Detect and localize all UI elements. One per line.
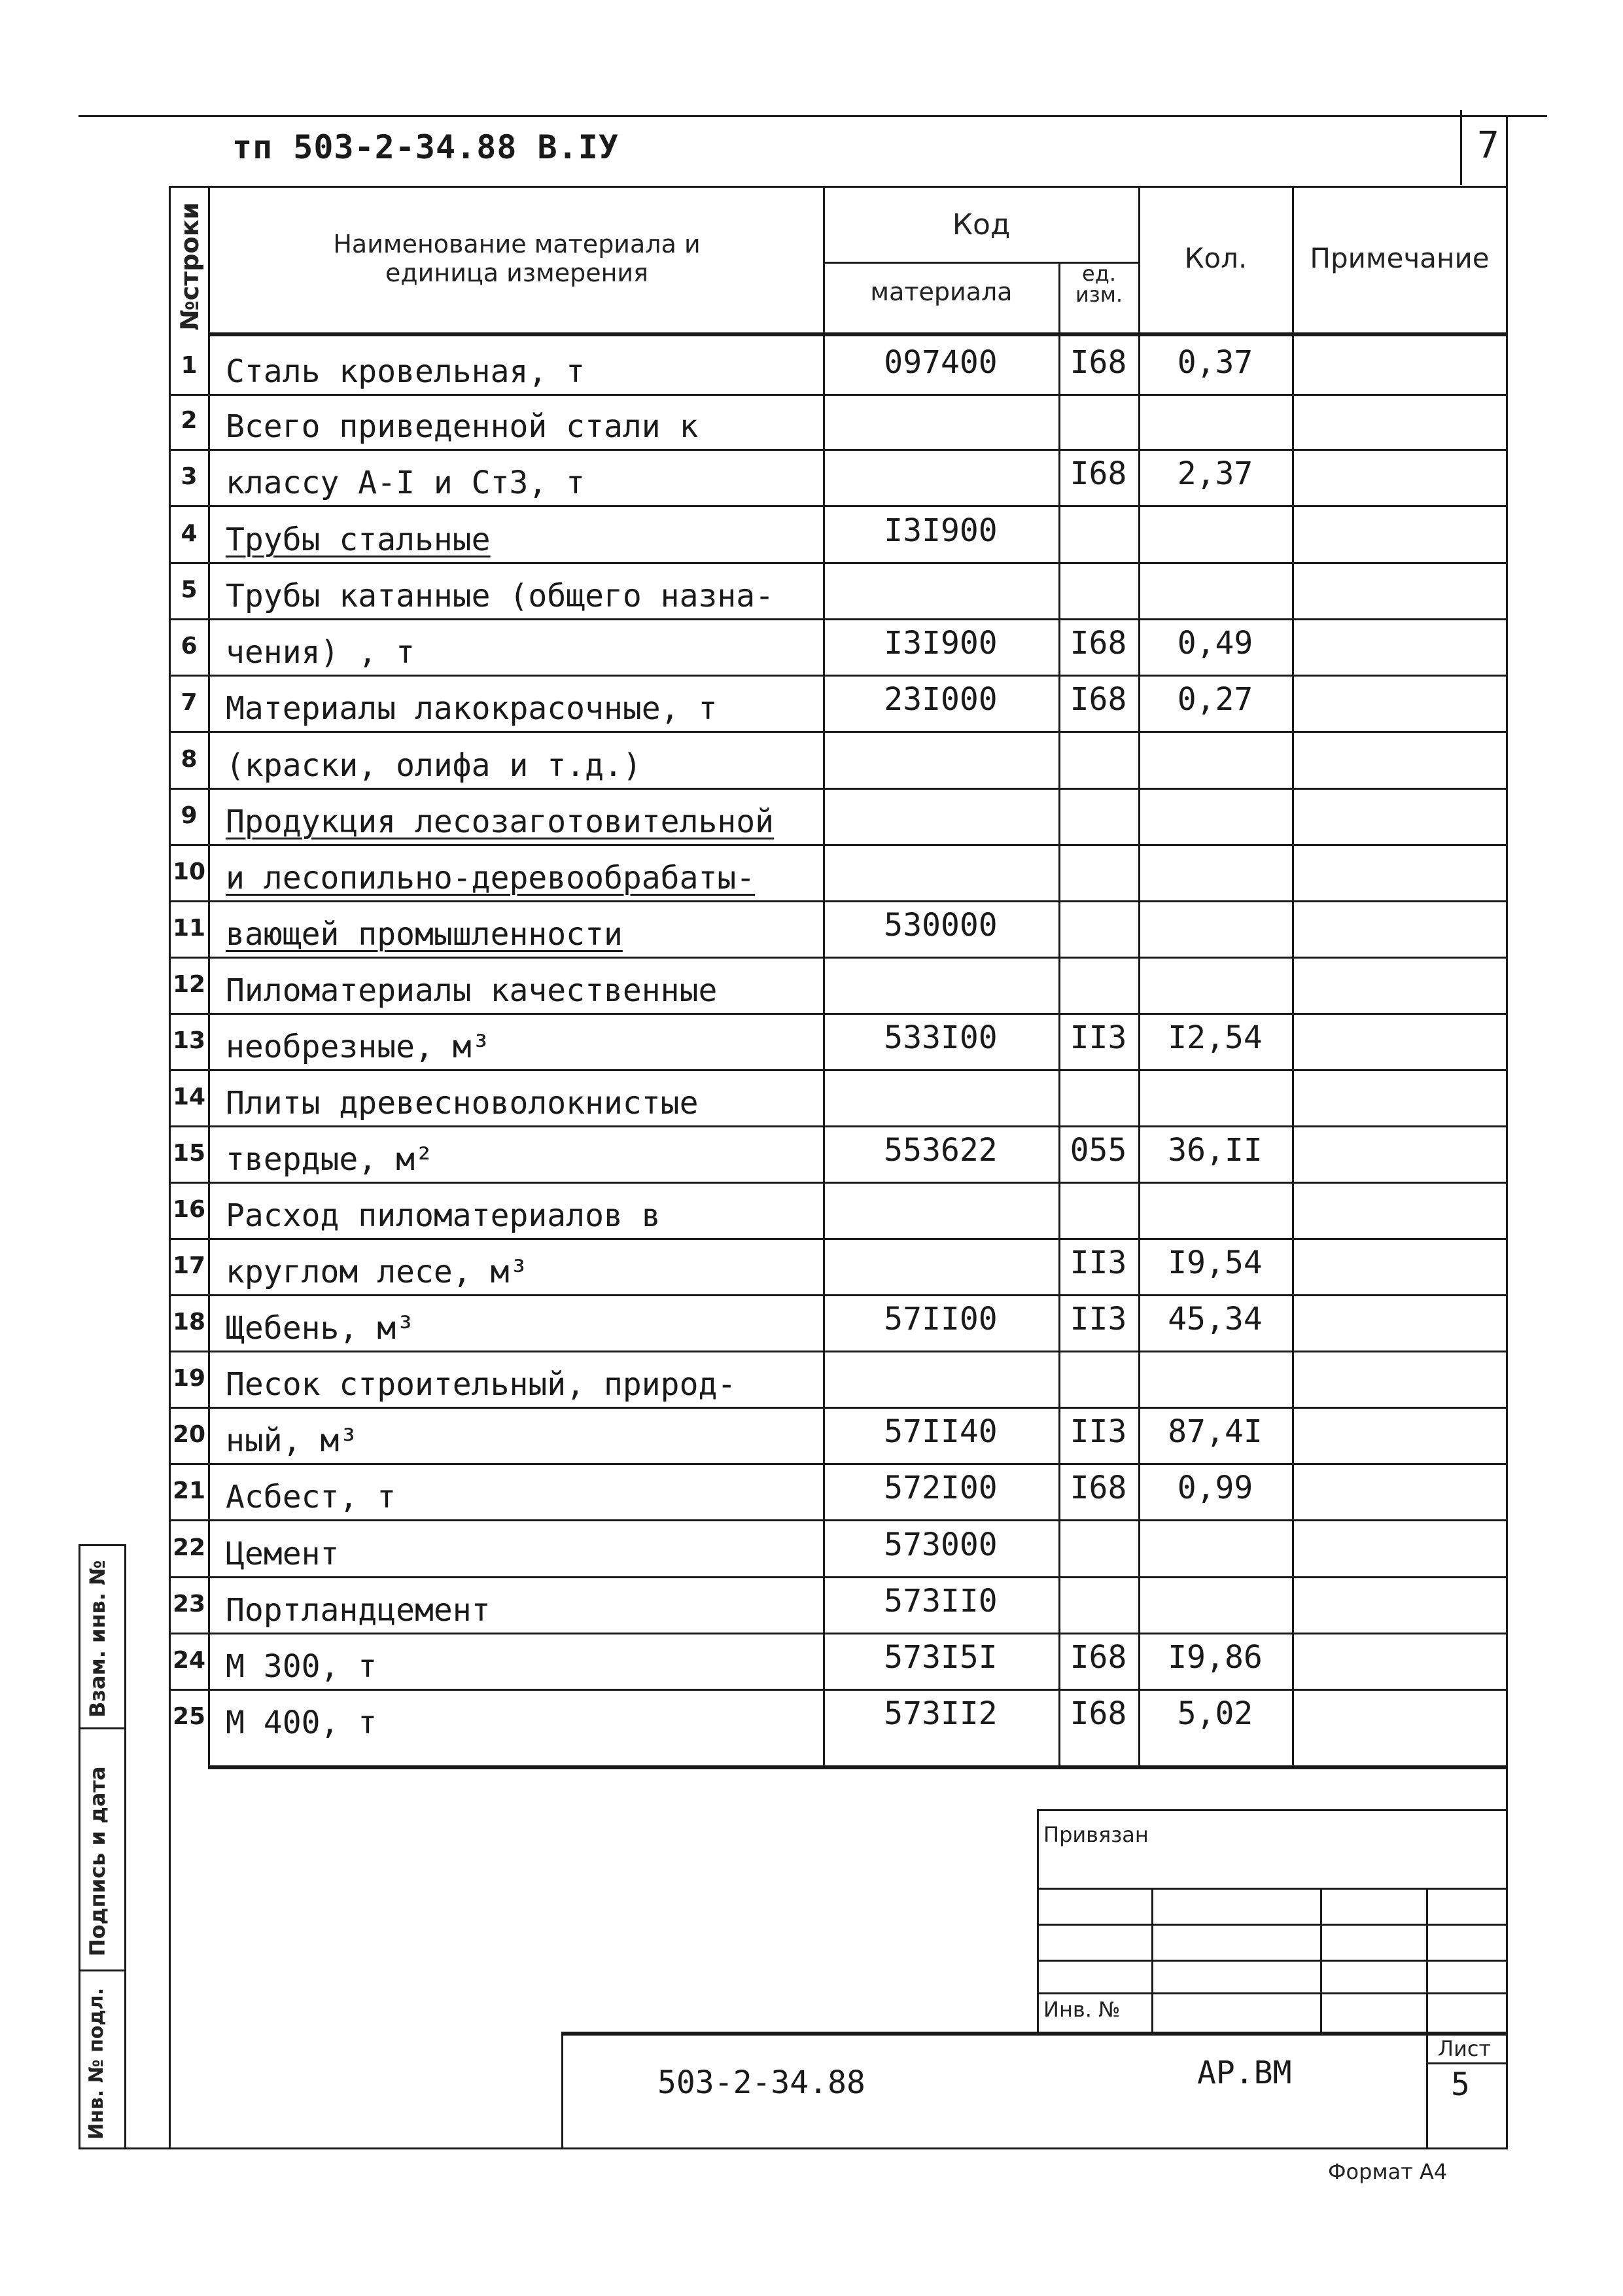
material-name: Песок строительный, природ- [226, 1366, 737, 1403]
quantity-value: 0,49 [1177, 625, 1253, 662]
row-number: 19 [172, 1365, 206, 1392]
title-block-doc-number: 503-2-34.88 [657, 2064, 865, 2101]
material-code: 573000 [884, 1527, 998, 1563]
material-code: I3I900 [884, 625, 998, 662]
row-divider [170, 394, 1508, 396]
row-divider [170, 788, 1508, 790]
privyazan-label: Привязан [1043, 1822, 1149, 1847]
row-number: 7 [181, 689, 198, 716]
code-unit-header: ед. изм. [1075, 261, 1123, 307]
row-number: 3 [181, 463, 198, 490]
material-name: и лесопильно-деревообрабаты- [226, 860, 756, 896]
row-number: 2 [181, 407, 198, 434]
material-name: Расход пиломатериалов в [226, 1197, 661, 1234]
note-column-header: Примечание [1310, 242, 1490, 274]
row-number: 22 [172, 1534, 206, 1561]
material-code: I3I900 [884, 512, 998, 549]
row-divider [170, 505, 1508, 507]
sheet-label: Лист [1438, 2036, 1492, 2061]
material-name: твердые, м² [226, 1141, 434, 1178]
unit-code: II3 [1070, 1413, 1127, 1450]
material-name: Цемент [226, 1536, 340, 1572]
material-name: М 300, т [226, 1648, 377, 1685]
row-number: 23 [172, 1591, 206, 1617]
row-divider [170, 1351, 1508, 1352]
material-code: 57II00 [884, 1301, 998, 1337]
material-code: 23I000 [884, 681, 998, 718]
row-number: 13 [172, 1027, 206, 1054]
row-number: 6 [181, 633, 198, 660]
material-code: 573I5I [884, 1639, 998, 1676]
material-code: 572I00 [884, 1470, 998, 1506]
material-name: Щебень, м³ [226, 1310, 415, 1347]
unit-code: II3 [1070, 1301, 1127, 1337]
sheet-value: 5 [1451, 2066, 1470, 2103]
unit-code: I68 [1070, 1639, 1127, 1676]
row-divider [170, 1238, 1508, 1240]
material-code: 530000 [884, 907, 998, 944]
quantity-column-header: Кол. [1184, 242, 1248, 274]
row-divider [170, 1519, 1508, 1521]
code-column-header: Код [952, 208, 1011, 241]
unit-code: I68 [1070, 1695, 1127, 1732]
row-divider [170, 1633, 1508, 1634]
document-code: тп 503-2-34.88 В.IУ [232, 128, 619, 166]
row-number: 8 [181, 746, 198, 773]
material-code: 573II2 [884, 1695, 998, 1732]
material-name: М 400, т [226, 1704, 377, 1741]
material-name: Трубы катанные (общего назна- [226, 578, 775, 614]
row-number: 5 [181, 576, 198, 603]
quantity-value: 45,34 [1168, 1301, 1263, 1337]
row-number: 20 [172, 1421, 206, 1448]
material-name: Сталь кровельная, т [226, 353, 585, 390]
row-divider [170, 618, 1508, 620]
row-number: 14 [172, 1084, 206, 1110]
unit-code: I68 [1070, 455, 1127, 492]
title-block-mark: АР.ВМ [1197, 2055, 1292, 2091]
row-divider [170, 1013, 1508, 1015]
quantity-value: 87,4I [1168, 1413, 1263, 1450]
replaced-inventory-label: Взам. инв. № [85, 1560, 110, 1718]
row-divider [170, 1689, 1508, 1691]
quantity-value: 36,II [1168, 1132, 1263, 1169]
material-name: классу А-I и Ст3, т [226, 465, 585, 501]
format-label: Формат А4 [1328, 2159, 1448, 2184]
row-divider [170, 900, 1508, 902]
row-divider [170, 1182, 1508, 1184]
quantity-value: 0,27 [1177, 681, 1253, 718]
material-name: (краски, олифа и т.д.) [226, 747, 642, 784]
original-inventory-label: Инв. № подл. [85, 1987, 108, 2140]
material-name: вающей промышленности [226, 916, 623, 953]
row-divider [170, 449, 1508, 451]
row-divider [170, 844, 1508, 846]
unit-code: II3 [1070, 1245, 1127, 1281]
row-number: 18 [172, 1309, 206, 1335]
quantity-value: I9,86 [1168, 1639, 1263, 1676]
unit-code: 055 [1070, 1132, 1127, 1169]
inventory-number-label: Инв. № [1043, 1997, 1121, 2022]
unit-code: I68 [1070, 625, 1127, 662]
material-name: ный, м³ [226, 1422, 358, 1459]
material-code: 57II40 [884, 1413, 998, 1450]
row-divider [170, 1407, 1508, 1409]
row-number: 9 [181, 802, 198, 829]
row-number: 4 [181, 520, 198, 547]
name-column-header: Наименование материала и единица измерения [333, 230, 701, 287]
material-name: необрезные, м³ [226, 1029, 491, 1065]
material-name: Асбест, т [226, 1479, 396, 1515]
row-divider [170, 1069, 1508, 1071]
row-number: 25 [172, 1703, 206, 1730]
signature-date-label: Подпись и дата [85, 1766, 110, 1956]
material-code: 097400 [884, 344, 998, 381]
material-code: 533I00 [884, 1019, 998, 1056]
sheet-number: 7 [1477, 124, 1499, 167]
row-divider [170, 1463, 1508, 1465]
material-name: Пиломатериалы качественные [226, 972, 718, 1009]
row-divider [170, 1576, 1508, 1578]
row-divider [170, 1294, 1508, 1296]
row-number-header: №строки [175, 202, 204, 330]
row-divider [170, 957, 1508, 959]
material-name: Всего приведенной стали к [226, 408, 699, 445]
material-code: 573II0 [884, 1583, 998, 1619]
unit-code: I68 [1070, 681, 1127, 718]
row-number: 17 [172, 1252, 206, 1279]
row-number: 21 [172, 1477, 206, 1504]
material-name: Материалы лакокрасочные, т [226, 690, 718, 727]
material-name: Портландцемент [226, 1592, 491, 1629]
quantity-value: 5,02 [1177, 1695, 1253, 1732]
row-number: 15 [172, 1140, 206, 1167]
material-name: Трубы стальные [226, 521, 491, 558]
unit-code: I68 [1070, 344, 1127, 381]
material-name: Продукция лесозаготовительной [226, 804, 775, 840]
material-code: 553622 [884, 1132, 998, 1169]
row-divider [170, 1125, 1508, 1127]
row-number: 24 [172, 1647, 206, 1674]
row-number: 1 [181, 352, 198, 379]
material-name: Плиты древесноволокнистые [226, 1085, 699, 1122]
unit-code: I68 [1070, 1470, 1127, 1506]
row-number: 16 [172, 1196, 206, 1223]
material-name: чения) , т [226, 634, 415, 671]
row-divider [170, 675, 1508, 677]
row-number: 10 [172, 858, 206, 885]
quantity-value: I9,54 [1168, 1245, 1263, 1281]
row-divider [170, 562, 1508, 564]
row-number: 12 [172, 971, 206, 998]
material-name: круглом лесе, м³ [226, 1254, 529, 1290]
row-divider [170, 731, 1508, 733]
code-material-header: материала [870, 277, 1013, 306]
quantity-value: I2,54 [1168, 1019, 1263, 1056]
quantity-value: 0,37 [1177, 344, 1253, 381]
row-number: 11 [172, 915, 206, 942]
unit-code: II3 [1070, 1019, 1127, 1056]
quantity-value: 0,99 [1177, 1470, 1253, 1506]
quantity-value: 2,37 [1177, 455, 1253, 492]
